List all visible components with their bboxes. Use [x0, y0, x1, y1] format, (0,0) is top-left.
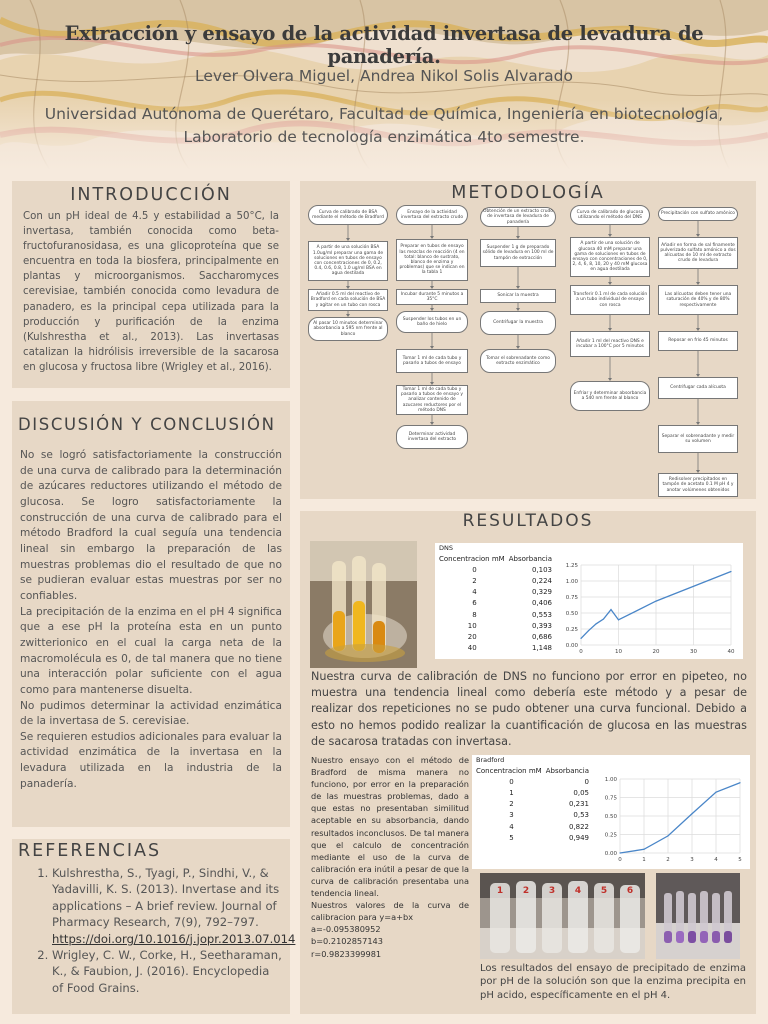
y-tick-label: 0.50: [604, 814, 617, 820]
results-panel: [300, 511, 756, 1014]
results-bradford-text: [311, 754, 469, 960]
table-cell-x: 8: [472, 610, 477, 619]
precipitation-tubes-drawing: [480, 873, 645, 959]
data-point: [588, 630, 589, 631]
table-row: [437, 609, 554, 620]
bradford-coefficient: b=0.2102857143: [311, 936, 383, 947]
results-dns-text: Nuestra curva de calibración de DNS no funciono por error en pipeteo, no muestra una tendencia lineal como debería este método y a pesar de realizar dos repeticiones no se pudo obtener una curva funcional. Debido a esto no hemos podido realizar la cuantificación de glucosa en las muestras de sacarosa tratadas con invertasa.: [311, 670, 747, 748]
dns-data-table: [437, 553, 554, 654]
discussion-paragraph: No pudimos determinar la actividad enzimática de la invertasa de S. cerevisiae.: [20, 699, 282, 728]
data-point: [715, 792, 716, 793]
y-tick-label: 0.00: [604, 851, 617, 857]
table-header: Concentracion mM: [476, 766, 542, 775]
tube-number-label: 5: [600, 886, 608, 896]
table-cell-x: 40: [467, 644, 477, 653]
table-cell-y: 0,393: [531, 621, 553, 630]
x-tick-label: 40: [727, 649, 735, 655]
discussion-title: DISCUSIÓN Y CONCLUSIÓN: [18, 415, 276, 434]
flow-step: A partir de una solución BSA 1.0ug/ml preparar una gama de soluciones en tubos de ensayo con concentraciones de 0, 0.2, 0.4, 0.6, 0.8, 1.0 ug/ml BSA en agua destilada: [308, 241, 388, 281]
table-row: [437, 620, 554, 631]
flow-step: Suspender 1 g de preparado sólido de levadura en 100 ml de tampón de extracción: [480, 239, 556, 267]
y-tick-label: 1.25: [565, 563, 578, 569]
x-tick-label: 0: [618, 857, 622, 863]
table-cell-y: 0,406: [531, 599, 553, 608]
references-title: REFERENCIAS: [18, 841, 162, 861]
bradford-calibration-chart: [598, 757, 748, 867]
header-banner: [0, 0, 768, 170]
flow-step: Sonicar la muestra: [480, 289, 556, 303]
table-cell-y: 0,224: [531, 576, 553, 585]
y-tick-label: 0.50: [565, 611, 578, 617]
table-cell-x: 3: [509, 811, 514, 820]
flow-step: Separar el sobrenadante y medir su volumen: [658, 425, 738, 453]
y-tick-label: 0.75: [604, 795, 617, 802]
table-cell-y: 0,329: [531, 588, 553, 597]
y-tick-label: 0.00: [565, 643, 578, 649]
introduction-text: Con un pH ideal de 4.5 y estabilidad a 50°C, la invertasa, también conocida como beta-fructofuranosidasa, es una glicoproteína que se encuentra en toda la biosfera, principalmente en plantas y microorganismos. Saccharomyces cerevisiae, también conocida como levadura de panadero, es la principal cepa utilizada para la producción y purificación de la enzima (Kulshrestha et al., 2013). Las invertasas catalizan la hidrólisis irreversible de la sacarosa en glucosa y fructosa libre (Wrigley et al., 2016).: [23, 211, 279, 373]
discussion-panel: [12, 401, 290, 827]
table-row: [437, 587, 554, 598]
reference-item: [52, 865, 296, 947]
reference-item: [52, 947, 284, 996]
flow-step: Curva de calibrado de glucosa utilizando el método del DNS: [570, 205, 650, 225]
flow-step: Al pasar 10 minutos determinar absorbancia a 595 nm frente al blanco: [308, 317, 388, 341]
flow-step: Centrifugar cada alícuota: [658, 377, 738, 399]
reference-doi-link[interactable]: https://doi.org/10.1016/j.jopr.2013.07.014: [52, 931, 296, 946]
table-cell-x: 4: [509, 822, 514, 831]
table-row: [437, 643, 554, 654]
table-cell-y: 0,949: [568, 833, 590, 842]
data-point: [580, 638, 581, 639]
x-tick-label: 10: [615, 649, 622, 655]
data-point: [619, 852, 620, 853]
flow-step: Tomar el sobrenadante como extracto enzimático: [480, 349, 556, 373]
reference-text: Wrigley, C. W., Corke, H., Seetharaman, K., & Faubion, J. (2016). Encyclopedia of Food Grains.: [52, 948, 282, 995]
flow-step: Las alícuotas deben tener una saturación de 40% y de 80% respectivamente: [658, 285, 738, 315]
table-header: Absorbancia: [508, 554, 553, 563]
tubes-photo-drawing: [310, 541, 417, 668]
table-cell-x: 1: [509, 788, 514, 797]
bradford-chart-panel: [472, 755, 750, 869]
flow-step: Preparar en tubos de ensayo las mezclas de reacción (4 en total: blanco de sustrato, blanco de enzima y problemas) que se indican en la tabla 1: [396, 239, 468, 281]
references-list: [52, 865, 296, 996]
y-tick-label: 0.75: [565, 595, 578, 601]
x-tick-label: 5: [738, 857, 742, 863]
table-cell-x: 10: [467, 621, 477, 630]
tube-number-label: 1: [496, 886, 504, 896]
data-point: [643, 849, 644, 850]
table-header-row: [474, 765, 591, 776]
flow-step: Enfriar y determinar absorbancia a 540 nm frente al blanco: [570, 381, 650, 411]
flow-step: Suspender los tubos en un baño de hielo: [396, 311, 468, 333]
flow-step: Tomar 1 ml de cada tubo y pasarlo a tubos de ensayo y analizar contenido de azucares reductores por el método DNS: [396, 385, 468, 415]
table-cell-x: 0: [472, 565, 477, 574]
table-cell-y: 0,05: [573, 788, 590, 797]
table-cell-y: 0: [584, 777, 590, 786]
flow-step: Ensayo de la actividad invertasa del extracto crudo: [396, 205, 468, 225]
introduction-title: INTRODUCCIÓN: [70, 185, 232, 205]
table-cell-y: 0,822: [568, 822, 590, 831]
tube-number-label: 4: [574, 886, 582, 896]
results-title: RESULTADOS: [462, 511, 594, 531]
poster-title: Extracción y ensayo de la actividad invertasa de levadura de panadería.: [64, 22, 704, 68]
data-point: [730, 571, 731, 572]
data-point: [691, 813, 692, 814]
bradford-paragraph: Nuestro ensayo con el método de Bradford de misma manera no funciono, por error en la preparación de las muestras problemas, dado a que estas no presentaban similitud aceptable en su absorbancia, dando resultados inconclusos. De tal manera que el calculo de concentración mediante el uso de la curva de calibración era inútil a pesar de que la curva de calibración presentaba una tendencia lineal.: [311, 755, 469, 899]
flow-step: Añadir 1 ml del reactivo DNS e incubar a 100°C por 5 minutos: [570, 331, 650, 357]
flow-step: Centrifugar la muestra: [480, 311, 556, 335]
table-cell-x: 0: [509, 777, 514, 786]
y-tick-label: 1.00: [565, 579, 578, 585]
table-row: [474, 776, 591, 787]
flow-step: Obtención de un extracto crudo de invertasa de levadura de panadería: [480, 207, 556, 227]
y-tick-label: 0.25: [565, 627, 578, 633]
table-header: Absorbancia: [545, 766, 590, 775]
table-cell-y: 0,103: [531, 565, 553, 574]
x-tick-label: 0: [579, 649, 583, 655]
table-header: Concentracion mM: [439, 554, 505, 563]
y-tick-label: 0.25: [604, 832, 617, 839]
table-cell-y: 0,686: [531, 632, 553, 641]
x-tick-label: 2: [666, 857, 670, 863]
x-tick-label: 4: [714, 857, 718, 863]
table-row: [474, 810, 591, 821]
affiliation: Universidad Autónoma de Querétaro, Facultad de Química, Ingeniería en biotecnología, Laboratorio de tecnología enzimática 4to semestre.: [44, 105, 724, 146]
table-row: [437, 575, 554, 586]
table-row: [437, 598, 554, 609]
table-cell-x: 2: [472, 576, 477, 585]
table-row: [474, 787, 591, 798]
table-header-row: [437, 553, 554, 564]
table-row: [437, 631, 554, 642]
tube-number-label: 3: [548, 886, 556, 896]
x-tick-label: 3: [690, 857, 694, 863]
flow-step: Añadir en forma de sal finamente pulverizado sulfato amónico a dos alícuotas de 10 ml de extracto crudo de levadura: [658, 237, 738, 269]
flow-step: A partir de una solución de glucosa 40 mM preparar una gama de soluciones en tubos de ensayo con concentraciones de 0, 2, 4, 6, 8, 10, 20 y 40 mM glucosa en agua destilada: [570, 237, 650, 277]
table-cell-y: 1,148: [531, 644, 553, 653]
bradford-table-title: Bradford: [476, 756, 505, 764]
table-cell-y: 0,231: [568, 800, 590, 809]
discussion-paragraph: La precipitación de la enzima en el pH 4 significa que a ese pH la proteína esta en un punto zwitterionico en el cual la carga neta de la macromolécula es 0, de tal manera que no tiene una interacción polar suficiente con el agua como para mantenerse disuelta.: [20, 605, 282, 696]
data-point: [667, 835, 668, 836]
table-cell-y: 0,553: [531, 610, 553, 619]
data-point: [603, 618, 604, 619]
table-row: [474, 832, 591, 843]
methodology-flowchart: [300, 181, 756, 499]
authors: Lever Olvera Miguel, Andrea Nikol Solis Alvarado: [195, 67, 573, 85]
tube-number-label: 2: [522, 886, 530, 896]
table-cell-x: 5: [509, 833, 514, 842]
table-row: [474, 799, 591, 810]
bradford-paragraph: Nuestros valores de la curva de calibracion para y=a+bx: [311, 900, 469, 923]
bradford-data-table: [474, 765, 591, 843]
x-tick-label: 1: [642, 857, 646, 863]
tube-number-label: 6: [626, 886, 634, 896]
table-cell-y: 0,53: [573, 811, 590, 820]
flow-step: Tomar 1 ml de cada tubo y pasarlo a tubos de ensayo: [396, 349, 468, 373]
flow-step: Redisolver precipitados en tampón de acetato 0.1 M pH 4 y anotar volúmenes obtenidos: [658, 473, 738, 497]
flow-step: Curva de calibrado de BSA mediante el método de Bradford: [308, 205, 388, 225]
results-precipitation-text: Los resultados del ensayo de precipitado de enzima por pH de la solución son que la enzima precipita en pH acido, específicamente en el pH 4.: [480, 963, 746, 1001]
purple-tubes-photo: [656, 873, 740, 959]
table-cell-x: 20: [467, 632, 477, 641]
introduction-panel: [12, 181, 290, 388]
discussion-paragraph: Se requieren estudios adicionales para evaluar la actividad enzimática de la invertasa en la levadura utilizada en la industria de la panadería.: [20, 730, 282, 790]
data-point: [595, 623, 596, 624]
bradford-coefficient: r=0.9823399981: [311, 948, 382, 959]
precipitation-tubes-photo: [480, 873, 645, 959]
table-row: [437, 564, 554, 575]
methodology-panel: [300, 181, 756, 499]
data-point: [739, 782, 740, 783]
bradford-coefficient: a=-0.095380952: [311, 924, 381, 935]
table-cell-x: 4: [472, 588, 477, 597]
series-line: [620, 783, 740, 853]
table-cell-x: 2: [509, 800, 514, 809]
purple-tubes-drawing: [656, 873, 740, 959]
x-tick-label: 20: [652, 649, 660, 655]
y-tick-label: 1.00: [604, 777, 617, 783]
dns-table-title: DNS: [439, 544, 453, 552]
table-cell-x: 6: [472, 599, 477, 608]
tubes-photo: [310, 541, 417, 668]
flow-step: Incubar durante 5 minutos a 35°C: [396, 289, 468, 305]
x-tick-label: 30: [690, 649, 697, 655]
flow-step: Reposar en frío 45 minutos: [658, 331, 738, 351]
dns-chart-panel: [435, 543, 743, 659]
data-point: [610, 609, 611, 610]
flow-step: Precipitación con sulfato amónico: [658, 207, 738, 221]
data-point: [655, 600, 656, 601]
discussion-paragraph: No se logró satisfactoriamente la construcción de una curva de calibrado para la determinación de azúcares reductores utilizando el método de glucosa. Se logro satisfactoriamente la construcción de una curva de calibrado para el método Bradford la cual seguía una tendencia lineal sin embargo la preparación de las muestras problemas dio el resultado de que no se pudieran evaluar estas muestras por ser no confiables.: [20, 449, 282, 602]
references-panel: [12, 839, 296, 1014]
methodology-title: METODOLOGÍA: [451, 183, 605, 203]
flow-step: Transferir 0.1 ml de cada solución a un tubo individual de ensayo con rosca: [570, 285, 650, 315]
reference-text: Kulshrestha, S., Tyagi, P., Sindhi, V., & Yadavilli, K. S. (2013). Invertase and its applications – A brief review. Journal of Pharmacy Research, 7(9), 792–797.: [52, 866, 280, 930]
data-point: [618, 619, 619, 620]
discussion-text: [20, 448, 282, 792]
flow-step: Añadir 0.5 ml del reactivo de Bradford en cada solución de BSA y agitar en un tubo con rosca: [308, 289, 388, 311]
table-row: [474, 821, 591, 832]
dns-calibration-chart: [559, 545, 741, 657]
flow-step: Determinar actividad invertasa del extracto: [396, 425, 468, 449]
